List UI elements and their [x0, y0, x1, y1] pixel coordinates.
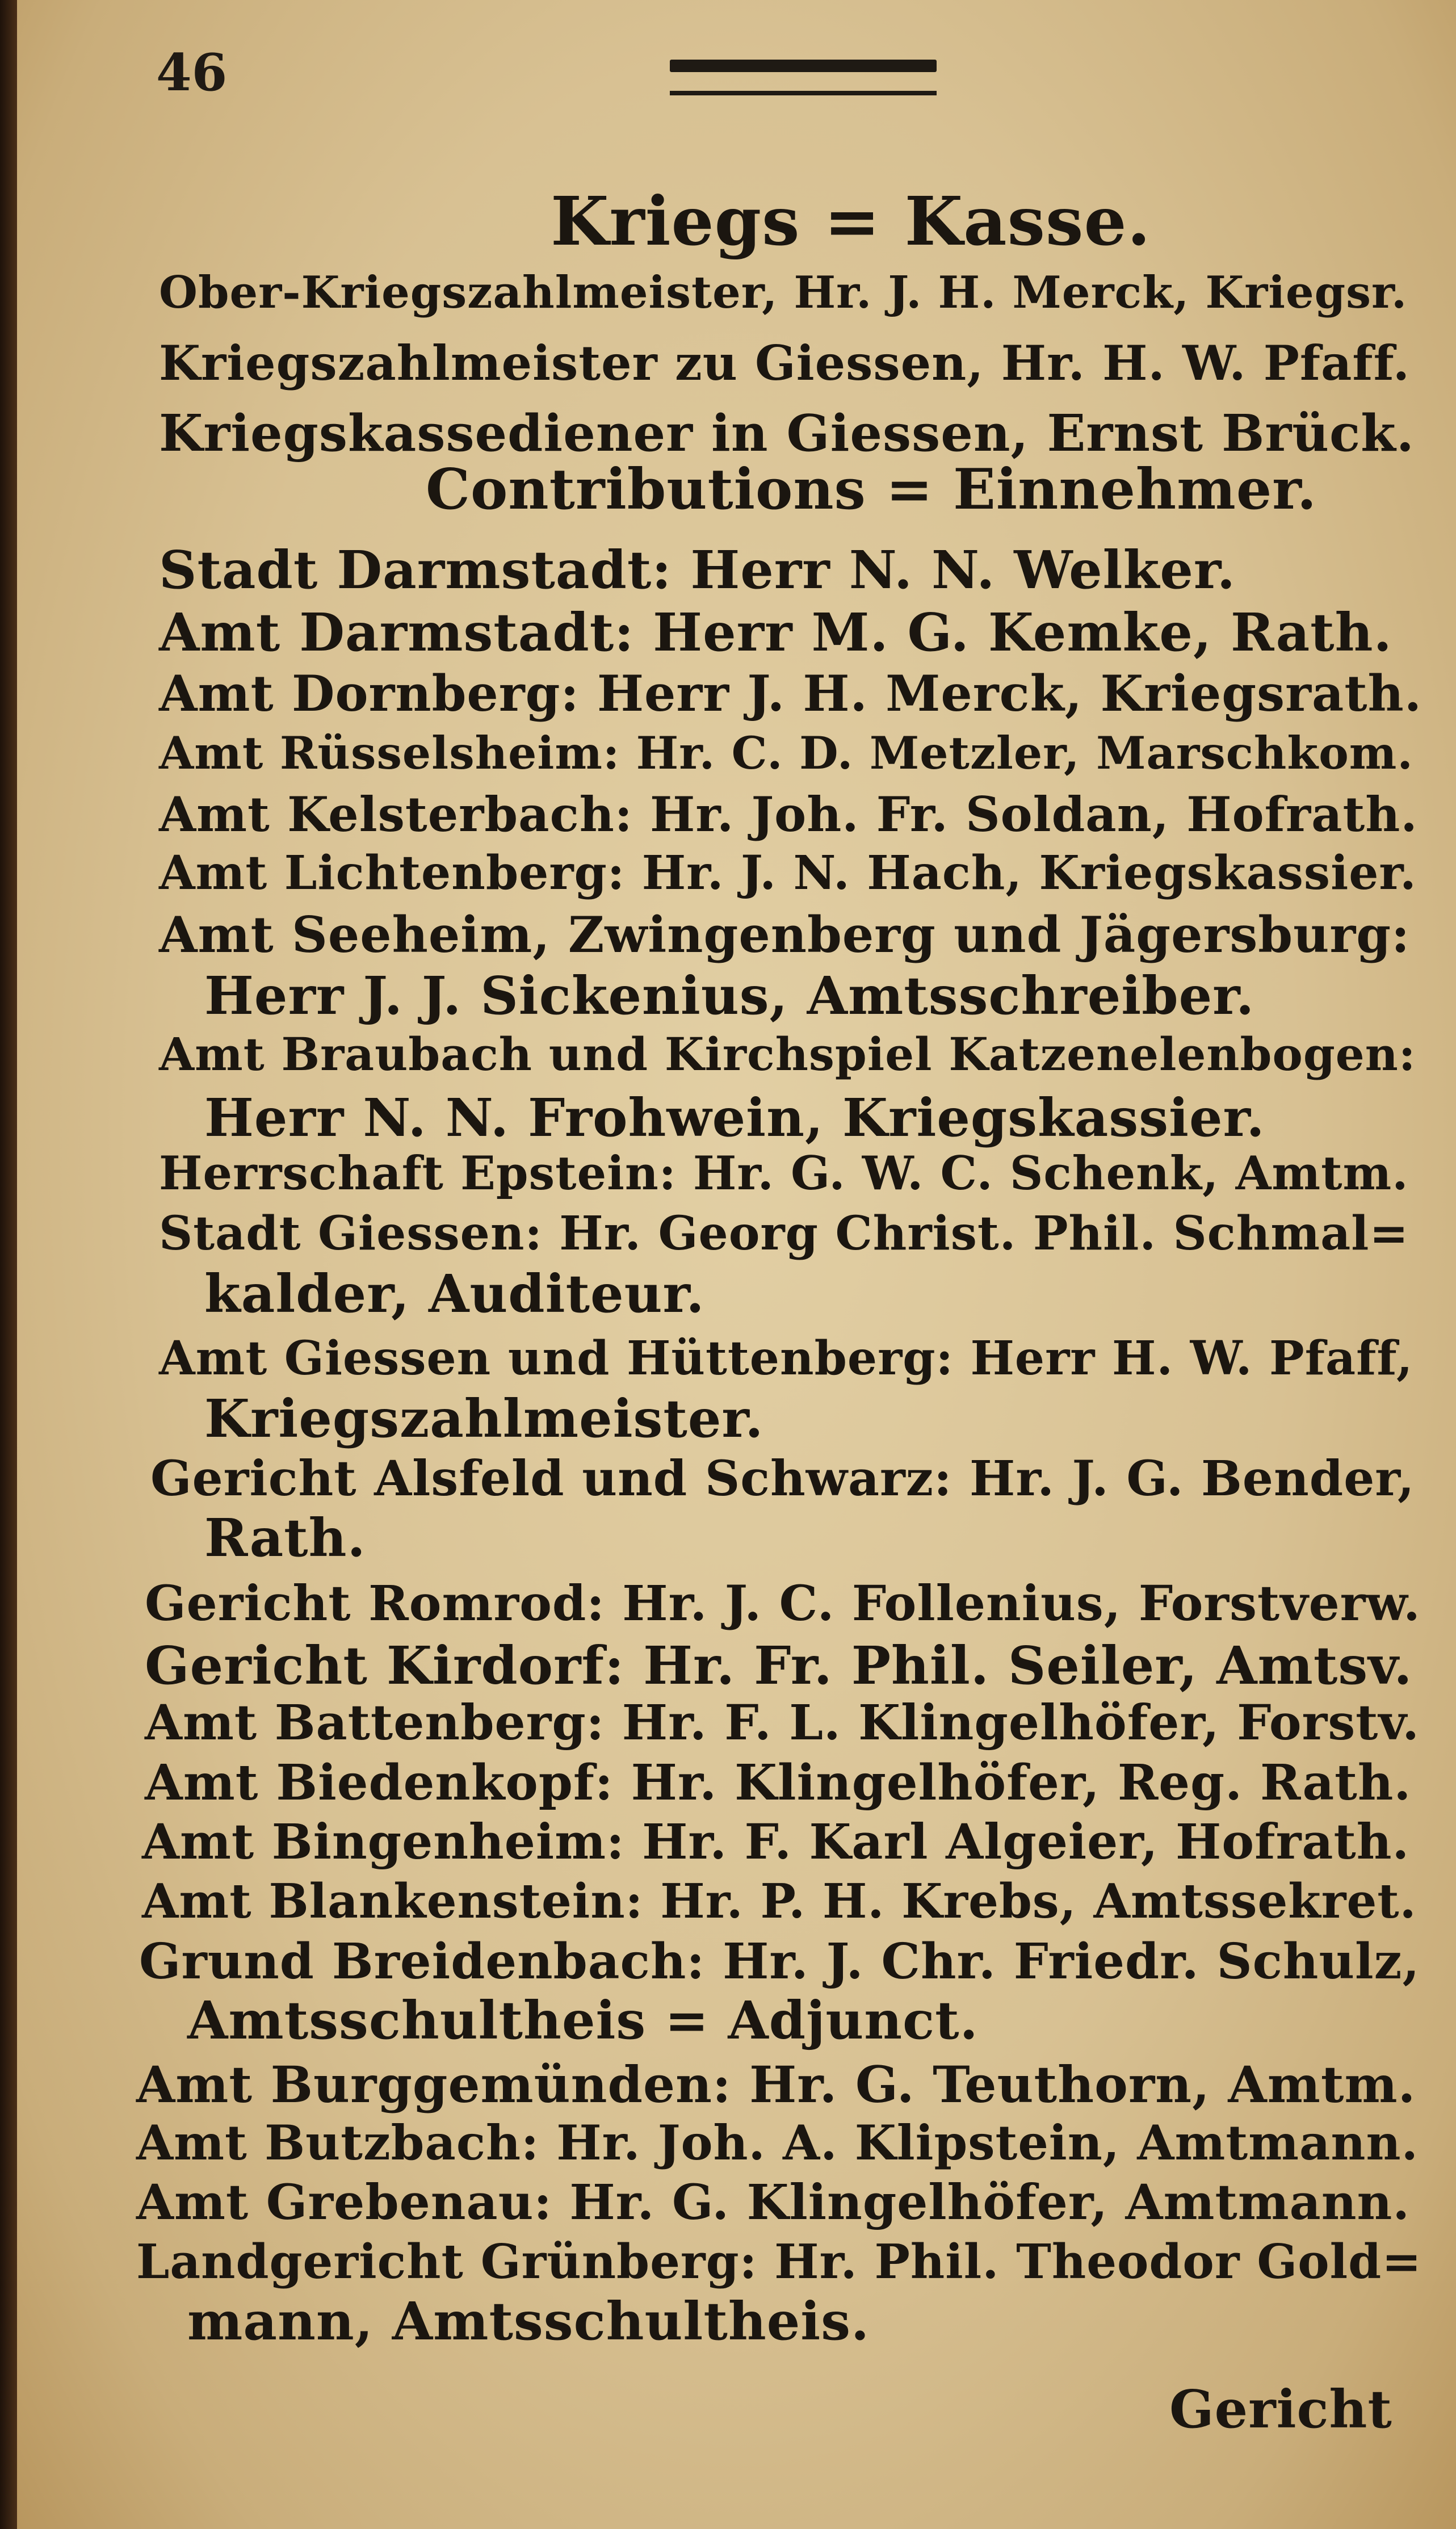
text-line: Gericht Kirdorf: Hr. Fr. Phil. Seiler, Amtsv. — [145, 1635, 1413, 1696]
text-line: Grund Breidenbach: Hr. J. Chr. Friedr. Schulz, — [139, 1933, 1420, 1990]
text-line: Amt Giessen und Hüttenberg: Herr H. W. Pfaff, — [159, 1331, 1413, 1386]
subsection-heading: Contributions = Einnehmer. — [426, 457, 1317, 522]
text-line-indented: Kriegszahlmeister. — [204, 1388, 764, 1449]
text-line: Kriegskassediener in Giessen, Ernst Brück. — [159, 403, 1415, 463]
text-line: Amt Braubach und Kirchspiel Katzenelenbogen: — [159, 1027, 1416, 1081]
text-line: Amt Darmstadt: Herr M. G. Kemke, Rath. — [159, 602, 1392, 663]
text-line: Amt Biedenkopf: Hr. Klingelhöfer, Reg. Rath. — [145, 1754, 1412, 1811]
book-page — [17, 0, 1456, 2529]
text-line: Kriegszahlmeister zu Giessen, Hr. H. W. Pfaff. — [159, 335, 1410, 391]
text-line-indented: kalder, Auditeur. — [204, 1263, 705, 1324]
text-line-indented: Rath. — [204, 1507, 366, 1568]
text-line: Amt Bingenheim: Hr. F. Karl Algeier, Hofrath. — [142, 1814, 1410, 1870]
text-line: Amt Lichtenberg: Hr. J. N. Hach, Kriegskassier. — [159, 846, 1417, 900]
text-line: Amt Seeheim, Zwingenberg und Jägersburg: — [159, 905, 1411, 964]
text-line: Gericht Romrod: Hr. J. C. Follenius, Forstverw. — [145, 1575, 1421, 1632]
text-line: Amt Battenberg: Hr. F. L. Klingelhöfer, Forstv. — [145, 1695, 1420, 1751]
text-line: Stadt Giessen: Hr. Georg Christ. Phil. Schmal= — [159, 1206, 1409, 1261]
text-line: Amt Butzbach: Hr. Joh. A. Klipstein, Amtmann. — [136, 2115, 1419, 2171]
text-line-indented: Amtsschultheis = Adjunct. — [187, 1990, 979, 2051]
text-line: Ober-Kriegszahlmeister, Hr. J. H. Merck, Kriegsr. — [159, 267, 1408, 318]
text-line: Amt Blankenstein: Hr. P. H. Krebs, Amtssekret. — [142, 1873, 1417, 1929]
text-line: Amt Rüsselsheim: Hr. C. D. Metzler, Marschkom. — [159, 727, 1413, 779]
text-line-indented: mann, Amtsschultheis. — [187, 2291, 870, 2352]
text-line: Amt Kelsterbach: Hr. Joh. Fr. Soldan, Hofrath. — [159, 786, 1418, 842]
text-line: Amt Dornberg: Herr J. H. Merck, Kriegsrath. — [159, 664, 1423, 723]
text-line: Stadt Darmstadt: Herr N. N. Welker. — [159, 539, 1236, 601]
text-line: Amt Grebenau: Hr. G. Klingelhöfer, Amtmann. — [136, 2174, 1410, 2231]
text-line: Gericht Alsfeld und Schwarz: Hr. J. G. Bender, — [150, 1450, 1415, 1507]
text-line: Herrschaft Epstein: Hr. G. W. C. Schenk, Amtm. — [159, 1147, 1409, 1201]
catchword: Gericht — [1169, 2379, 1392, 2440]
text-line: Amt Burggemünden: Hr. G. Teuthorn, Amtm. — [136, 2055, 1416, 2114]
book-binding — [0, 0, 17, 2529]
section-heading: Kriegs = Kasse. — [551, 182, 1151, 261]
text-line-indented: Herr J. J. Sickenius, Amtsschreiber. — [204, 965, 1255, 1026]
header-rule-thin — [670, 91, 937, 95]
header-rule — [670, 60, 937, 72]
text-line: Landgericht Grünberg: Hr. Phil. Theodor Gold= — [136, 2234, 1422, 2289]
page-number: 46 — [156, 43, 228, 103]
text-line-indented: Herr N. N. Frohwein, Kriegskassier. — [204, 1087, 1265, 1148]
